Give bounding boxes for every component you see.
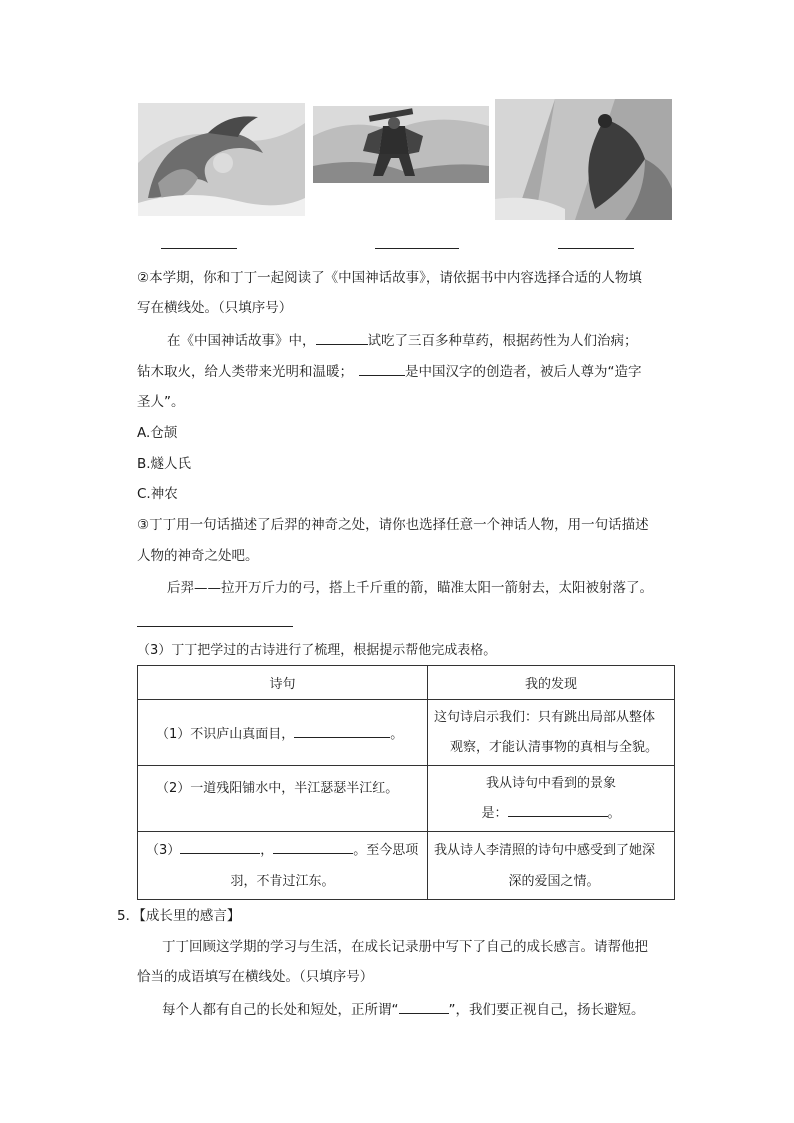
r3-find-1: 我从诗人李清照的诗句中感受到了她深	[434, 842, 656, 858]
r3-poem-2: 羽，不肯过江东。	[230, 873, 335, 889]
goddess-flying-illustration	[495, 99, 672, 220]
r2-poem: （2）一道残阳铺水中，半江瑟瑟半江红。	[156, 781, 399, 796]
q2-paragraph-1	[167, 330, 638, 351]
r2-find-2b: 。	[607, 805, 621, 821]
r3-poem-c: 。至今思项	[353, 842, 419, 858]
part3-intro: （3）丁丁把学过的古诗进行了梳理，根据提示帮他完成表格。	[137, 643, 497, 658]
r3-poem-a: （3）	[146, 842, 181, 858]
header-poem: 诗句	[138, 666, 428, 700]
q5-line3a: 每个人都有自己的长处和短处，正所谓“	[162, 1002, 399, 1018]
q5-title: 5．【成长里的感言】	[117, 908, 241, 924]
q3-answer-line[interactable]	[137, 625, 293, 627]
poem-table	[137, 665, 675, 900]
row2-find	[428, 766, 675, 832]
blank-r3-a[interactable]	[180, 839, 260, 854]
row3-poem	[138, 832, 428, 900]
q3-line1: ③丁丁用一句话描述了后羿的神奇之处，请你也选择任意一个神话人物，用一句话描述	[137, 517, 649, 533]
q5-line3b: ”，我们要正视自己，扬长避短。	[448, 1002, 645, 1018]
r1-poem-b: 。	[390, 727, 404, 742]
option-c: C.神农	[137, 486, 178, 502]
r3-poem-b: ，	[260, 842, 274, 858]
row1-poem	[138, 700, 428, 766]
row1-find	[428, 700, 675, 766]
row3-find	[428, 832, 675, 900]
q5-line1: 丁丁回顾这学期的学习与生活，在成长记录册中写下了自己的成长感言。请帮他把	[162, 939, 648, 955]
r1-find-1: 这句诗启示我们：只有跳出局部从整体	[434, 709, 656, 725]
option-a: A.仓颉	[137, 425, 178, 441]
row2-poem	[138, 766, 428, 832]
warrior-axe-illustration	[313, 106, 489, 183]
q2-p2a: 钻木取火，给人类带来光明和温暖；	[137, 364, 353, 380]
r2-find-1: 我从诗句中看到的景象	[485, 775, 616, 791]
q2-p1b: 试吃了三百多种草药，根据药性为人们治病；	[367, 333, 638, 349]
blank-suirenshi[interactable]	[359, 361, 405, 376]
r3-find-2: 深的爱国之情。	[508, 873, 600, 889]
r3-poem-line1	[138, 835, 427, 866]
q5-line3	[162, 999, 645, 1020]
q2-p1a: 在《中国神话故事》中，	[167, 333, 316, 349]
r2-find-2	[428, 799, 674, 829]
q2-line2: 写在横线处。（只填序号）	[137, 300, 293, 316]
blank-shennong[interactable]	[316, 330, 368, 345]
answer-line-2[interactable]	[375, 247, 459, 249]
header-find: 我的发现	[428, 666, 675, 700]
blank-r1[interactable]	[294, 723, 390, 738]
r2-find-2a: 是：	[481, 805, 508, 821]
r1-find-2: 观察，才能认清事物的真相与全貌。	[449, 739, 658, 755]
answer-line-3[interactable]	[558, 247, 634, 249]
blank-q5[interactable]	[399, 999, 449, 1014]
r1-poem-a: （1）不识庐山真面目，	[156, 727, 295, 742]
q3-line2: 人物的神奇之处吧。	[137, 548, 259, 564]
q2-p3: 圣人”。	[137, 394, 185, 410]
blank-r2[interactable]	[508, 802, 608, 817]
q3-example: 后羿——拉开万斤力的弓，搭上千斤重的箭，瞄准太阳一箭射去，太阳被射落了。	[167, 580, 653, 596]
q2-paragraph-2	[137, 361, 642, 382]
q2-p2b: 是中国汉字的创造者，被后人尊为“造字	[405, 364, 642, 380]
phoenix-dragon-illustration	[138, 103, 305, 216]
answer-line-1[interactable]	[161, 247, 237, 249]
blank-r3-b[interactable]	[273, 839, 353, 854]
q2-line1: ②本学期，你和丁丁一起阅读了《中国神话故事》，请依据书中内容选择合适的人物填	[137, 270, 642, 286]
q5-line2: 恰当的成语填写在横线处。（只填序号）	[137, 969, 374, 985]
option-b: B.燧人氏	[137, 456, 192, 472]
